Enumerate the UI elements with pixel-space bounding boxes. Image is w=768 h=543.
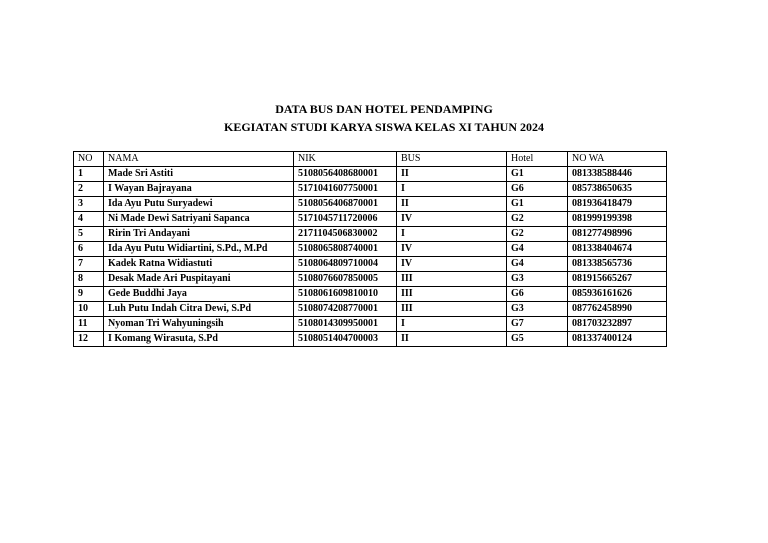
cell-hotel: G3	[507, 302, 568, 317]
cell-bus: I	[397, 317, 507, 332]
cell-no: 12	[74, 332, 104, 347]
document-title-block	[0, 100, 768, 136]
cell-bus: IV	[397, 212, 507, 227]
cell-hotel: G6	[507, 182, 568, 197]
cell-nama: Nyoman Tri Wahyuningsih	[104, 317, 294, 332]
cell-bus: II	[397, 167, 507, 182]
cell-nama: Ida Ayu Putu Widiartini, S.Pd., M.Pd	[104, 242, 294, 257]
table-row	[74, 332, 667, 347]
cell-nama: Desak Made Ari Puspitayani	[104, 272, 294, 287]
cell-nik: 5108076607850005	[294, 272, 397, 287]
cell-hotel: G4	[507, 257, 568, 272]
cell-hotel: G2	[507, 227, 568, 242]
table-row	[74, 302, 667, 317]
cell-no: 10	[74, 302, 104, 317]
header-bus: BUS	[397, 152, 507, 167]
cell-bus: III	[397, 272, 507, 287]
data-table	[73, 151, 667, 347]
table-header-row	[74, 152, 667, 167]
table-row	[74, 317, 667, 332]
cell-nik: 5171045711720006	[294, 212, 397, 227]
cell-hotel: G3	[507, 272, 568, 287]
cell-hotel: G7	[507, 317, 568, 332]
cell-nik: 5108064809710004	[294, 257, 397, 272]
cell-nama: Ni Made Dewi Satriyani Sapanca	[104, 212, 294, 227]
cell-no-wa: 081703232897	[568, 317, 667, 332]
cell-nik: 5108051404700003	[294, 332, 397, 347]
cell-no: 3	[74, 197, 104, 212]
table-row	[74, 242, 667, 257]
table-row	[74, 227, 667, 242]
table-row	[74, 197, 667, 212]
header-nik: NIK	[294, 152, 397, 167]
cell-hotel: G4	[507, 242, 568, 257]
cell-nama: I Wayan Bajrayana	[104, 182, 294, 197]
table-row	[74, 272, 667, 287]
cell-bus: III	[397, 287, 507, 302]
table-row	[74, 212, 667, 227]
cell-nama: Ririn Tri Andayani	[104, 227, 294, 242]
cell-bus: IV	[397, 257, 507, 272]
cell-no-wa: 081338588446	[568, 167, 667, 182]
cell-hotel: G1	[507, 167, 568, 182]
table-row	[74, 287, 667, 302]
cell-no: 5	[74, 227, 104, 242]
cell-no-wa: 081338404674	[568, 242, 667, 257]
cell-no: 1	[74, 167, 104, 182]
cell-no: 8	[74, 272, 104, 287]
table-body	[74, 167, 667, 347]
header-no-wa: NO WA	[568, 152, 667, 167]
cell-bus: I	[397, 227, 507, 242]
cell-nik: 5108056406870001	[294, 197, 397, 212]
cell-no-wa: 081999199398	[568, 212, 667, 227]
cell-bus: I	[397, 182, 507, 197]
cell-no-wa: 085738650635	[568, 182, 667, 197]
cell-no-wa: 081337400124	[568, 332, 667, 347]
cell-no-wa: 081936418479	[568, 197, 667, 212]
cell-no-wa: 081277498996	[568, 227, 667, 242]
header-hotel: Hotel	[507, 152, 568, 167]
cell-no: 2	[74, 182, 104, 197]
cell-bus: II	[397, 332, 507, 347]
cell-nama: Gede Buddhi Jaya	[104, 287, 294, 302]
cell-no-wa: 081915665267	[568, 272, 667, 287]
cell-nik: 5171041607750001	[294, 182, 397, 197]
cell-nama: Luh Putu Indah Citra Dewi, S.Pd	[104, 302, 294, 317]
cell-no-wa: 085936161626	[568, 287, 667, 302]
cell-nik: 5108074208770001	[294, 302, 397, 317]
table-row	[74, 167, 667, 182]
document-subtitle: KEGIATAN STUDI KARYA SISWA KELAS XI TAHUN 2024	[224, 120, 544, 134]
cell-no: 7	[74, 257, 104, 272]
cell-hotel: G2	[507, 212, 568, 227]
table-row	[74, 257, 667, 272]
cell-bus: II	[397, 197, 507, 212]
cell-no: 4	[74, 212, 104, 227]
cell-no-wa: 081338565736	[568, 257, 667, 272]
cell-nik: 5108065808740001	[294, 242, 397, 257]
cell-nama: Kadek Ratna Widiastuti	[104, 257, 294, 272]
cell-nama: I Komang Wirasuta, S.Pd	[104, 332, 294, 347]
cell-nik: 5108014309950001	[294, 317, 397, 332]
document-title: DATA BUS DAN HOTEL PENDAMPING	[275, 102, 493, 116]
cell-no: 6	[74, 242, 104, 257]
cell-bus: IV	[397, 242, 507, 257]
cell-no: 9	[74, 287, 104, 302]
cell-nik: 2171104506830002	[294, 227, 397, 242]
cell-nik: 5108056408680001	[294, 167, 397, 182]
cell-nama: Ida Ayu Putu Suryadewi	[104, 197, 294, 212]
cell-nik: 5108061609810010	[294, 287, 397, 302]
cell-bus: III	[397, 302, 507, 317]
cell-hotel: G6	[507, 287, 568, 302]
header-nama: NAMA	[104, 152, 294, 167]
cell-hotel: G5	[507, 332, 568, 347]
table-row	[74, 182, 667, 197]
cell-nama: Made Sri Astiti	[104, 167, 294, 182]
cell-no: 11	[74, 317, 104, 332]
cell-no-wa: 087762458990	[568, 302, 667, 317]
cell-hotel: G1	[507, 197, 568, 212]
header-no: NO	[74, 152, 104, 167]
